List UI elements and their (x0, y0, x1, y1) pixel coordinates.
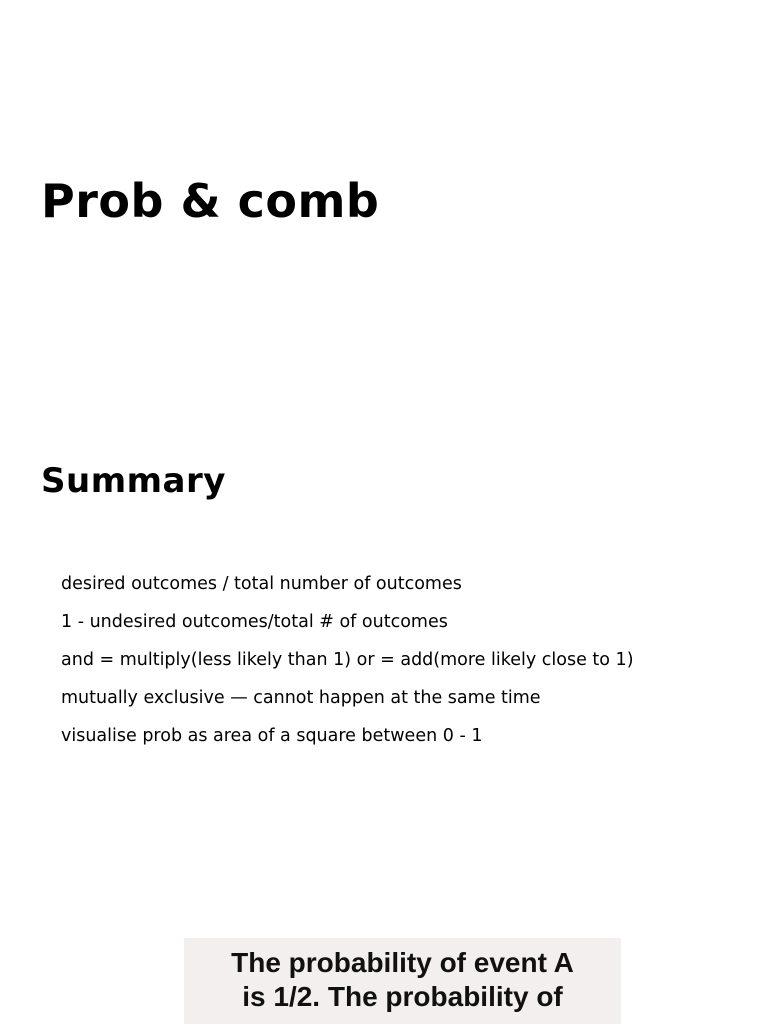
summary-heading: Summary (41, 461, 226, 501)
summary-list (61, 565, 634, 755)
embedded-image (184, 938, 621, 1024)
embedded-image-text (184, 938, 621, 1014)
list-item: 1 - undesired outcomes/total # of outcomes (61, 612, 448, 632)
page-title: Prob & comb (41, 174, 380, 228)
list-item: and = multiply(less likely than 1) or = add(more likely close to 1) (61, 650, 634, 670)
embedded-image-line: The probability of event A (231, 947, 574, 978)
list-item: visualise prob as area of a square between 0 - 1 (61, 726, 483, 746)
list-item: desired outcomes / total number of outcomes (61, 574, 462, 594)
list-item: mutually exclusive — cannot happen at the same time (61, 688, 541, 708)
embedded-image-line: is 1/2. The probability of (242, 981, 563, 1012)
